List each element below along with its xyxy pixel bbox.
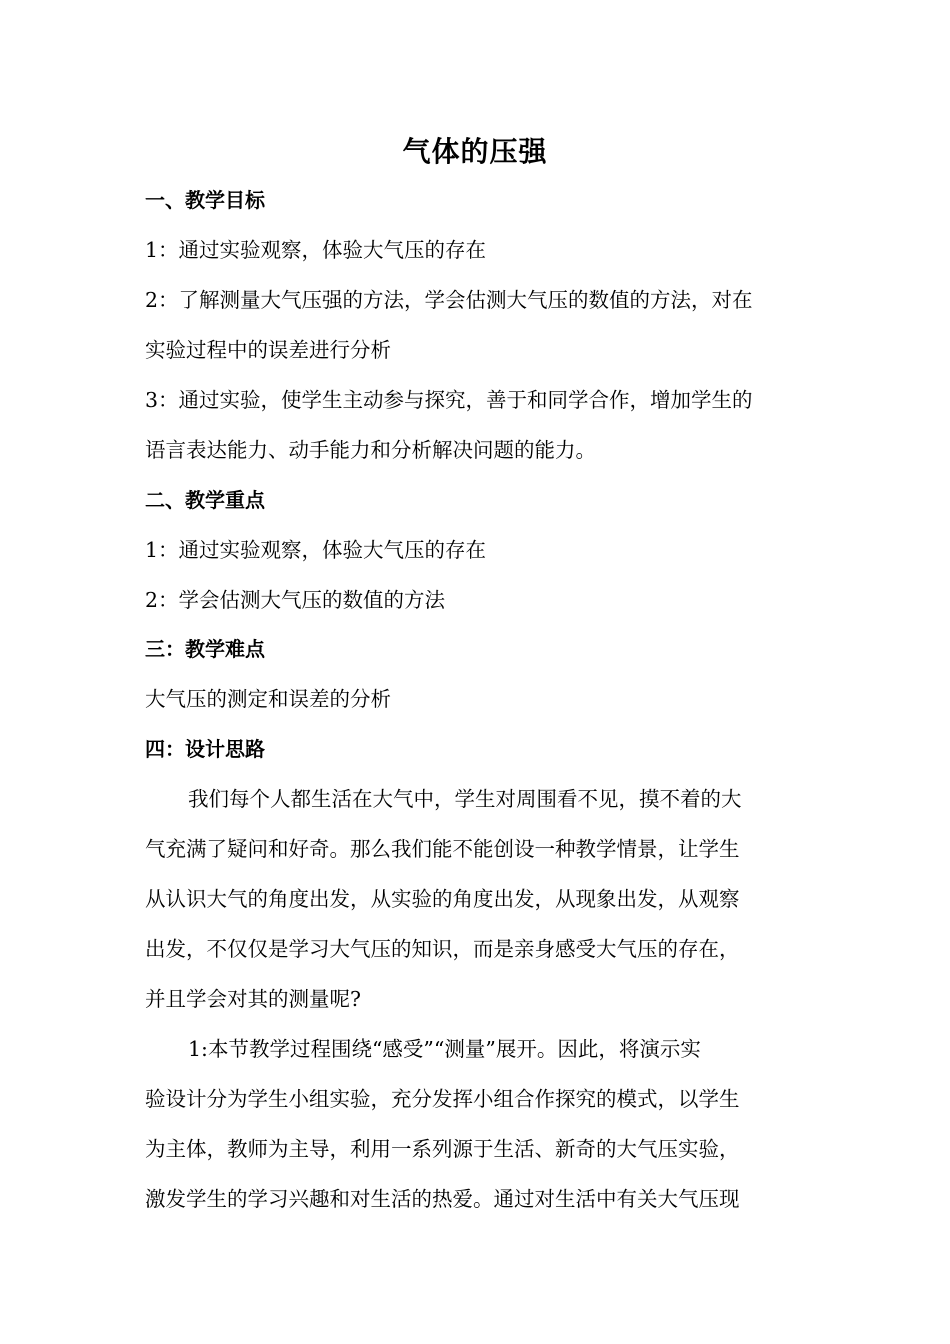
section-heading-key-points: 二、教学重点 [145,488,265,512]
paragraph-line: 激发学生的学习兴趣和对生活的热爱。通过对生活中有关大气压现 [145,1187,740,1211]
text-line: 2：了解测量大气压强的方法，学会估测大气压的数值的方法，对在 [145,288,753,312]
text-line: 2：学会估测大气压的数值的方法 [145,588,446,612]
document-title: 气体的压强 [402,135,548,168]
section-heading-objectives: 一、教学目标 [145,188,265,212]
section-heading-design-ideas: 四：设计思路 [145,737,265,761]
text-line: 3：通过实验，使学生主动参与探究，善于和同学合作，增加学生的 [145,388,753,412]
paragraph-line: 我们每个人都生活在大气中，学生对周围看不见，摸不着的大 [188,787,742,811]
text-line: 1：通过实验观察，体验大气压的存在 [145,238,487,262]
paragraph-line: 从认识大气的角度出发，从实验的角度出发，从现象出发，从观察 [145,887,740,911]
paragraph-line: 并且学会对其的测量呢? [145,987,361,1011]
text-line: 1：通过实验观察，体验大气压的存在 [145,538,487,562]
paragraph-line: 出发，不仅仅是学习大气压的知识，而是亲身感受大气压的存在， [145,937,740,961]
paragraph-line: 验设计分为学生小组实验，充分发挥小组合作探究的模式，以学生 [145,1087,740,1111]
paragraph-line: 为主体，教师为主导，利用一系列源于生活、新奇的大气压实验， [145,1137,740,1161]
paragraph-line: 气充满了疑问和好奇。那么我们能不能创设一种教学情景，让学生 [145,837,740,861]
text-line: 实验过程中的误差进行分析 [145,338,391,362]
paragraph-line: 1:本节教学过程围绕“感受”“测量”展开。因此，将演示实 [188,1037,701,1061]
text-line: 大气压的测定和误差的分析 [145,687,391,711]
section-heading-difficulties: 三：教学难点 [145,637,265,661]
text-line: 语言表达能力、动手能力和分析解决问题的能力。 [145,438,596,462]
